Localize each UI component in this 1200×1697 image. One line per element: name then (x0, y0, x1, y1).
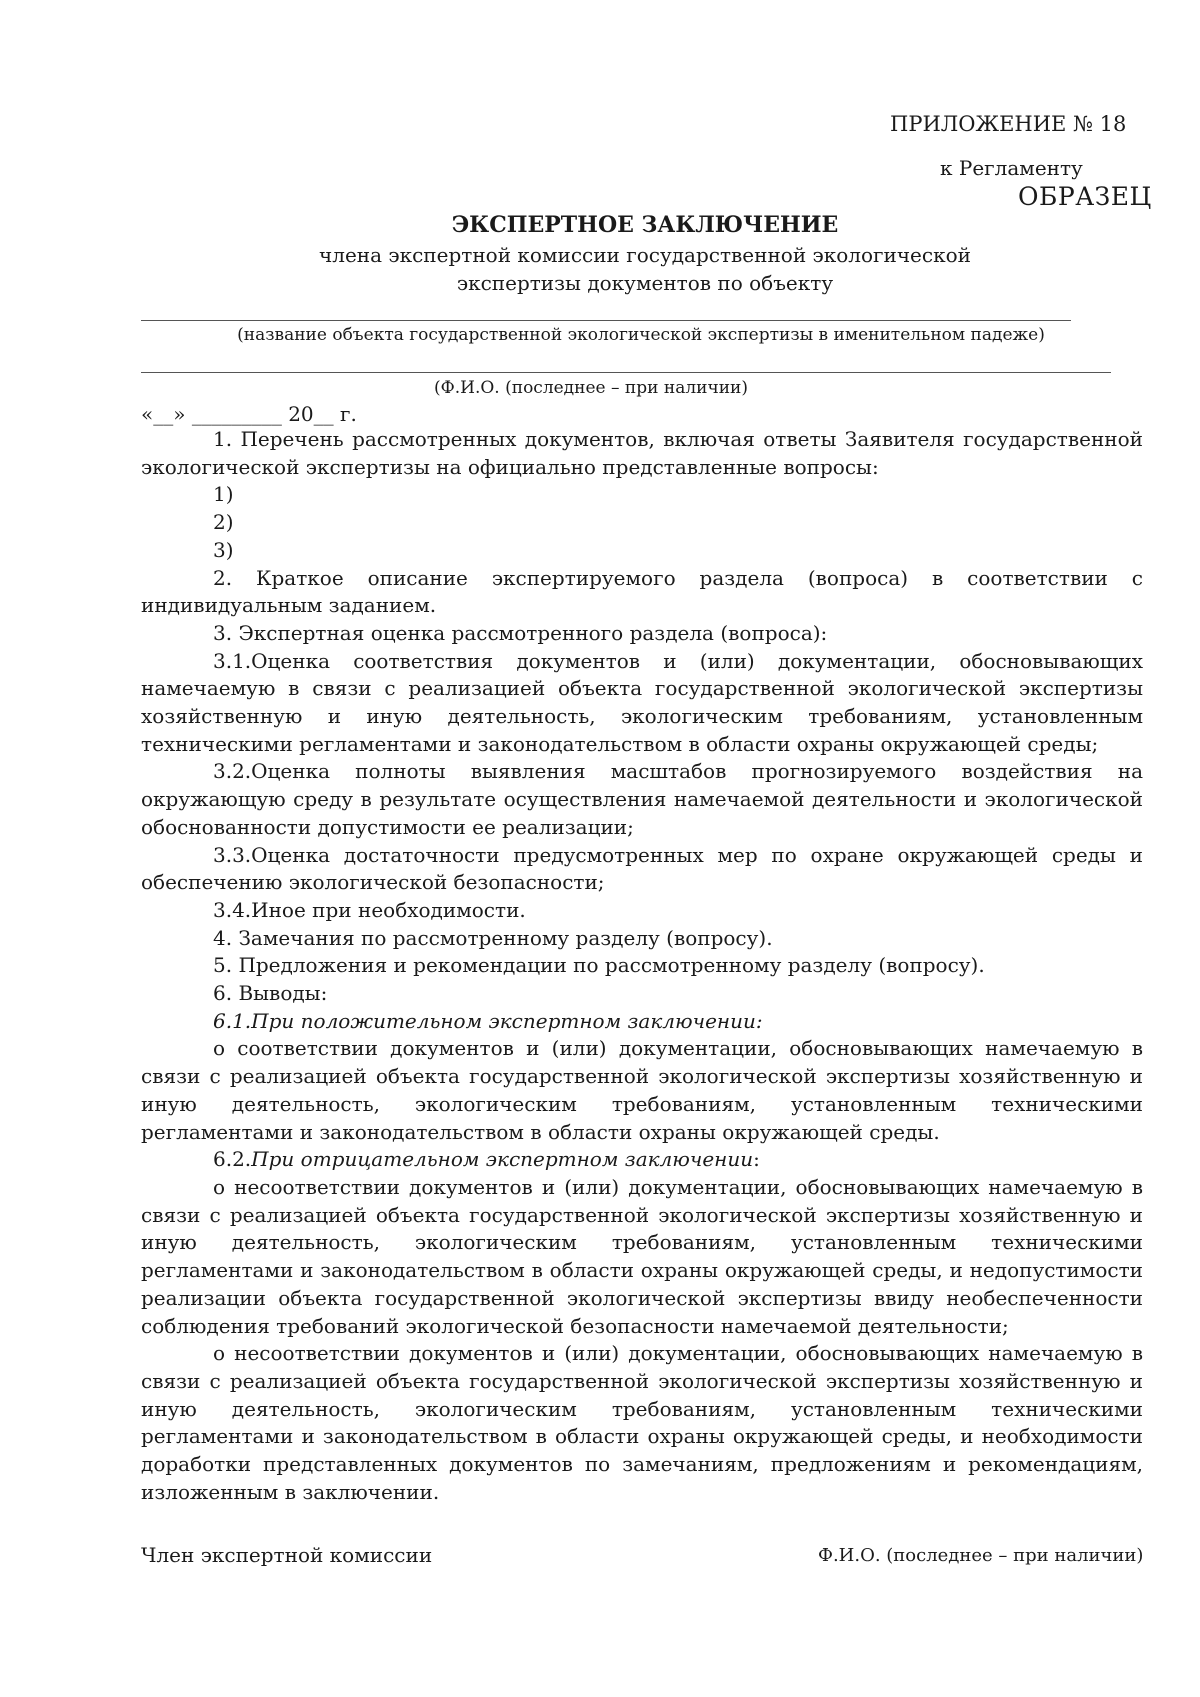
object-name-caption: (название объекта государственной экологической экспертизы в именительном падеже) (237, 325, 1045, 345)
document-subtitle-line-1: члена экспертной комиссии государственной экологической (319, 243, 971, 267)
paragraph-1: 1. Перечень рассмотренных документов, включая ответы Заявителя государственной экологической экспертизы на официально представленные вопросы: (141, 427, 1143, 479)
signature-name-caption: Ф.И.О. (последнее – при наличии) (818, 1545, 1144, 1566)
paragraph-6-2-text-1: о несоответствии документов и (или) документации, обосновывающих намечаемую в связи с реализацией объекта государственной экологической экспертизы хозяйственную и иную деятельность, экологическим требованиям, установленным техническими регламентами и законодательством в области охраны окружающей среды, и недопустимости реализации объекта государственной экологической экспертизы ввиду необеспеченности соблюдения требований экологической безопасности намечаемой деятельности; (141, 1174, 1143, 1338)
paragraph-3-2: 3.2.Оценка полноты выявления масштабов прогнозируемого воздействия на окружающую среду в результате осуществления намечаемой деятельности и экологической обоснованности допустимости ее реализации; (141, 759, 1143, 839)
paragraph-6-2-heading (141, 1146, 1143, 1174)
regulation-reference: к Регламенту (940, 156, 1083, 180)
paragraph-6: 6. Выводы: (213, 981, 328, 1006)
paragraph-2: 2. Краткое описание экспертируемого раздела (вопроса) в соответствии с индивидуальным заданием. (141, 565, 1143, 618)
paragraph-3: 3. Экспертная оценка рассмотренного раздела (вопроса): (213, 620, 828, 645)
object-name-underline (141, 320, 1071, 321)
paragraph-3-1: 3.1.Оценка соответствия документов и (или) документации, обосновывающих намечаемую в связи с реализацией объекта государственной экологической экспертизы хозяйственную и иную деятельность, экологическим требованиям, установленным техническими регламентами и законодательством в области охраны окружающей среды; (141, 648, 1143, 756)
fio-caption: (Ф.И.О. (последнее – при наличии) (433, 378, 748, 398)
paragraph-6-1-text: о соответствии документов и (или) документации, обосновывающих намечаемую в связи с реализацией объекта государственной экологической экспертизы хозяйственную и иную деятельность, экологическим требованиям, установленным техническими регламентами и законодательством в области охраны окружающей среды. (141, 1036, 1143, 1144)
fio-underline (141, 372, 1111, 373)
paragraph-6-2-text-2: о несоответствии документов и (или) документации, обосновывающих намечаемую в связи с реализацией объекта государственной экологической экспертизы хозяйственную и иную деятельность, экологическим требованиям, установленным техническими регламентами и законодательством в области охраны окружающей среды, и необходимости доработки представленных документов по замечаниям, предложениям и рекомендациям, изложенным в заключении. (141, 1341, 1143, 1504)
list-item-1: 1) (213, 482, 234, 507)
paragraph-3-4: 3.4.Иное при необходимости. (213, 897, 526, 922)
date-line: «__» _________ 20__ г. (141, 402, 357, 426)
list-item-3: 3) (213, 537, 234, 562)
paragraph-6-2-number: 6.2. (213, 1147, 252, 1172)
paragraph-6-1-heading: 6.1.При положительном экспертном заключении: (213, 1008, 763, 1033)
list-item-2: 2) (213, 510, 234, 535)
paragraph-5: 5. Предложения и рекомендации по рассмотренному разделу (вопросу). (213, 953, 985, 978)
paragraph-6-2-title: При отрицательном экспертном заключении (251, 1147, 754, 1172)
appendix-number: ПРИЛОЖЕНИЕ № 18 (890, 112, 1127, 136)
paragraph-6-2-colon: : (753, 1147, 760, 1172)
paragraph-4: 4. Замечания по рассмотренному разделу (вопросу). (213, 925, 773, 950)
document-title: ЭКСПЕРТНОЕ ЗАКЛЮЧЕНИЕ (451, 212, 839, 238)
signature-role: Член экспертной комиссии (141, 1543, 433, 1567)
document-subtitle-line-2: экспертизы документов по объекту (456, 271, 834, 295)
paragraph-3-3: 3.3.Оценка достаточности предусмотренных мер по охране окружающей среды и обеспечению экологической безопасности; (141, 842, 1143, 895)
sample-mark: ОБРАЗЕЦ (1018, 182, 1152, 211)
document-body (141, 426, 1143, 1506)
